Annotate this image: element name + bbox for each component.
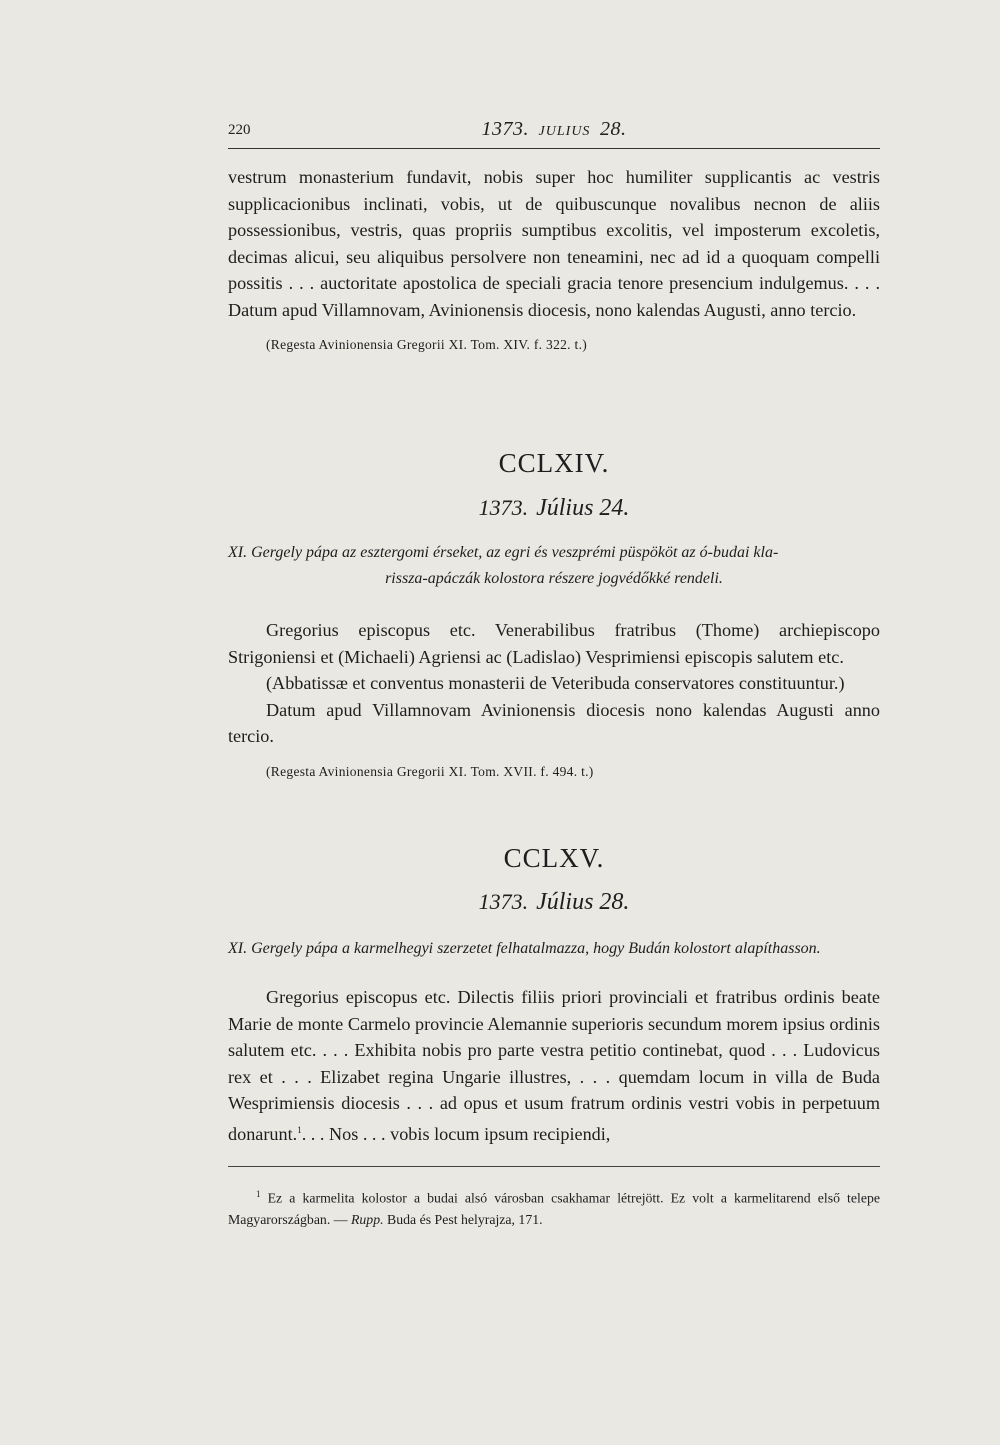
charter-264-paragraph-1: Gregorius episcopus etc. Venerabilibus fratribus (Thome) archiepiscopo Strigoniensi et (Michaeli) Agriensi ac (Ladislao) Vesprimiensi episcopis salutem etc.	[228, 620, 880, 667]
footnote-text-part2: Buda és Pest helyrajza, 171.	[383, 1211, 543, 1227]
footnote-reference-mark[interactable]: 1	[297, 1124, 302, 1135]
footnote	[228, 1184, 880, 1230]
footnote-mark: 1	[256, 1189, 261, 1199]
running-title	[228, 118, 880, 141]
charter-264-summary	[228, 540, 880, 592]
charter-265-date-day: Július 28.	[536, 889, 630, 915]
charter-264-body	[228, 617, 880, 782]
charter-264-paragraph-3: Datum apud Villamnovam Avinionensis diocesis nono kalendas Augusti anno tercio.	[228, 699, 880, 746]
running-head	[228, 118, 880, 149]
charter-264-source: (Regesta Avinionensia Gregorii XI. Tom. XVII. f. 494. t.)	[266, 763, 594, 779]
footnote-divider	[228, 1166, 880, 1167]
charter-265-body	[228, 984, 880, 1147]
charter-264-date	[228, 495, 880, 522]
charter-265-paragraph-part2: . . . Nos . . . vobis locum ipsum recipiendi,	[301, 1123, 611, 1144]
previous-charter-continuation	[228, 164, 880, 355]
running-title-day: 28.	[599, 118, 627, 140]
footnote-text-part1: Ez a karmelita kolostor a budai alsó városban csakhamar létrejött. Ez volt a karmelitarend első telepe Magyarországban. —	[228, 1190, 880, 1227]
charter-265-paragraph	[228, 984, 880, 1147]
charter-265-number: CCLXV.	[503, 843, 605, 873]
charter-264-summary-line1: XI. Gergely pápa az esztergomi érseket, az egri és veszprémi püspököt az ó-budai kla-	[228, 544, 779, 561]
running-title-month: JULIUS	[538, 124, 591, 139]
charter-264-date-day: Július 24.	[536, 495, 630, 521]
continuation-paragraph: vestrum monasterium fundavit, nobis super hoc humiliter supplicantis ac vestris supplicacionibus inclinati, vobis, ut de quibuscunque novalibus necnon de aliis possessionibus, vestris, quas propriis sumptibus excolitis, vel imposterum excoletis, decimas alicui, seu aliquibus persolvere non teneamini, nec ad id a quoquam compelli possitis . . . auctoritate apostolica de speciali gracia tenore presencium indulgemus. . . . Datum apud Villamnovam, Avinionensis diocesis, nono kalendas Augusti, anno tercio.	[228, 167, 880, 320]
previous-charter-source: (Regesta Avinionensia Gregorii XI. Tom. XIV. f. 322. t.)	[266, 337, 588, 352]
charter-264-date-year: 1373.	[478, 495, 529, 520]
charter-264-number: CCLXIV.	[498, 448, 610, 478]
charter-265-date	[228, 889, 880, 916]
page-number: 220	[228, 122, 251, 138]
charter-265-date-year: 1373.	[478, 889, 529, 914]
footnote-author: Rupp.	[350, 1211, 384, 1227]
running-title-year: 1373.	[481, 118, 530, 140]
charter-265-paragraph-part1: Gregorius episcopus etc. Dilectis filiis priori provinciali et fratribus ordinis beate Marie de monte Carmelo provincie Alemannie superioris secundum morem ipsius ordinis salutem etc. . . . Exhibita nobis pro parte vestra petitio continebat, quod . . . Ludovicus rex et . . . Elizabet regina Ungarie illustres, . . . quemdam locum in villa de Buda Wesprimiensis diocesis . . . ad opus et usum fratrum ordinis vestri vobis in perpetuum donarunt.	[228, 987, 880, 1144]
charter-264-paragraph-2: (Abbatissæ et conventus monasterii de Veteribuda conservatores constituuntur.)	[266, 673, 845, 693]
charter-265-summary: XI. Gergely pápa a karmelhegyi szerzetet felhatalmazza, hogy Budán kolostort alapíthasson.	[228, 940, 821, 957]
charter-264-summary-line2: rissza-apáczák kolostora részere jogvédőkké rendeli.	[385, 570, 723, 587]
